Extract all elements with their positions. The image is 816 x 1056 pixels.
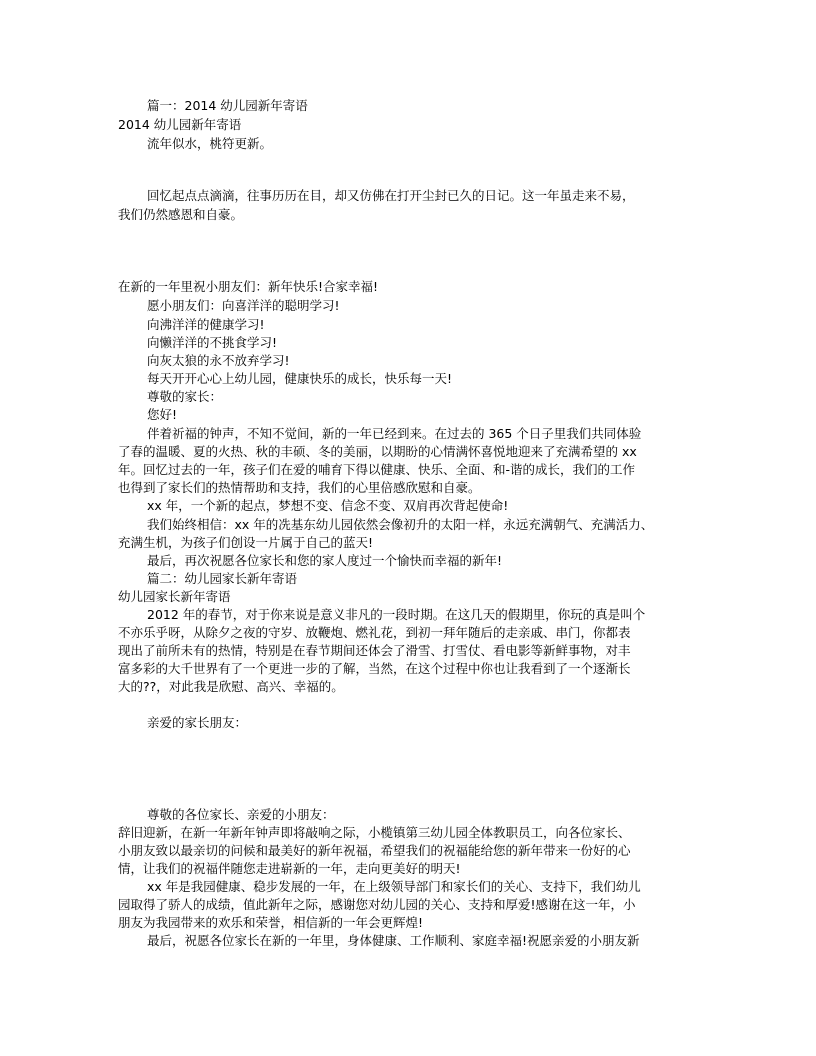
text-line: 每天开开心心上幼儿园，健康快乐的成长，快乐每一天! xyxy=(147,371,453,386)
text-line: 您好! xyxy=(147,407,178,422)
text-line: 亲爱的家长朋友： xyxy=(147,715,248,730)
text-line: 愿小朋友们：向喜洋洋的聪明学习! xyxy=(147,298,340,313)
text-line: 大的??，对此我是欣慰、高兴、幸福的。 xyxy=(118,679,344,694)
text-line: 不亦乐乎呀，从除夕之夜的守岁、放鞭炮、燃礼花，到初一拜年随后的走亲戚、串门，你都表 xyxy=(118,625,631,640)
text-line: 尊敬的各位家长、亲爱的小朋友： xyxy=(147,807,335,822)
text-line: 也得到了家长们的热情帮助和支持，我们的心里倍感欣慰和自豪。 xyxy=(118,480,481,495)
text-line: 充满生机，为孩子们创设一片属于自己的蓝天! xyxy=(118,535,374,550)
text-line: 了春的温暖、夏的火热、秋的丰硕、冬的美丽，以期盼的心情满怀喜悦地迎来了充满希望的 xx xyxy=(118,444,637,459)
text-line: 回忆起点点滴滴，往事历历在目，却又仿佛在打开尘封已久的日记。这一年虽走来不易， xyxy=(147,188,635,203)
text-line: 朋友为我园带来的欢乐和荣誉，相信新的一年会更辉煌! xyxy=(118,915,424,930)
text-line: 流年似水，桃符更新。 xyxy=(147,136,273,151)
text-line: 我们始终相信：xx 年的冼基东幼儿园依然会像初升的太阳一样，永远充满朝气、充满活力、 xyxy=(147,517,654,532)
text-line: 2014 幼儿园新年寄语 xyxy=(118,117,242,132)
text-line: 向沸洋洋的健康学习! xyxy=(147,317,265,332)
text-line: 向懒洋洋的不挑食学习! xyxy=(147,335,278,350)
text-line: 2012 年的春节，对于你来说是意义非凡的一段时期。在这几天的假期里，你玩的真是叫个 xyxy=(147,607,646,622)
text-line: 最后，再次祝愿各位家长和您的家人度过一个愉快而幸福的新年! xyxy=(147,553,503,568)
text-line: 小朋友致以最亲切的问候和最美好的新年祝福，希望我们的祝福能给您的新年带来一份好的心 xyxy=(118,843,631,858)
text-line: xx 年是我园健康、稳步发展的一年，在上级领导部门和家长们的关心、支持下，我们幼儿 xyxy=(147,879,641,894)
text-line: 最后，祝愿各位家长在新的一年里，身体健康、工作顺利、家庭幸福!祝愿亲爱的小朋友新 xyxy=(147,933,640,948)
text-line: 富多彩的大千世界有了一个更进一步的了解，当然，在这个过程中你也让我看到了一个逐渐长 xyxy=(118,661,631,676)
text-line: 尊敬的家长： xyxy=(147,389,223,404)
section-heading-2: 篇二：幼儿园家长新年寄语 xyxy=(147,571,298,586)
text-line: 在新的一年里祝小朋友们：新年快乐!合家幸福! xyxy=(118,279,379,294)
text-line: 年。回忆过去的一年，孩子们在爱的哺育下得以健康、快乐、全面、和-谐的成长，我们的工作 xyxy=(118,462,636,477)
text-line: 我们仍然感恩和自豪。 xyxy=(118,207,244,222)
text-line: 园取得了骄人的成绩，值此新年之际，感谢您对幼儿园的关心、支持和厚爱!感谢在这一年，小 xyxy=(118,897,636,912)
text-line: 辞旧迎新，在新一年新年钟声即将敲响之际，小榄镇第三幼儿园全体教职员工，向各位家长、 xyxy=(118,825,631,840)
section-heading-1: 篇一：2014 幼儿园新年寄语 xyxy=(147,98,308,113)
text-line: 幼儿园家长新年寄语 xyxy=(118,589,231,604)
text-line: xx 年，一个新的起点，梦想不变、信念不变、双肩再次背起使命! xyxy=(147,498,509,513)
text-line: 伴着祈福的钟声，不知不觉间，新的一年已经到来。在过去的 365 个日子里我们共同体验 xyxy=(147,426,642,441)
text-line: 向灰太狼的永不放弃学习! xyxy=(147,353,290,368)
text-line: 情，让我们的祝福伴随您走进崭新的一年，走向更美好的明天! xyxy=(118,861,461,876)
text-line: 现出了前所未有的热情，特别是在春节期间还体会了滑雪、打雪仗、看电影等新鲜事物，对丰 xyxy=(118,643,631,658)
